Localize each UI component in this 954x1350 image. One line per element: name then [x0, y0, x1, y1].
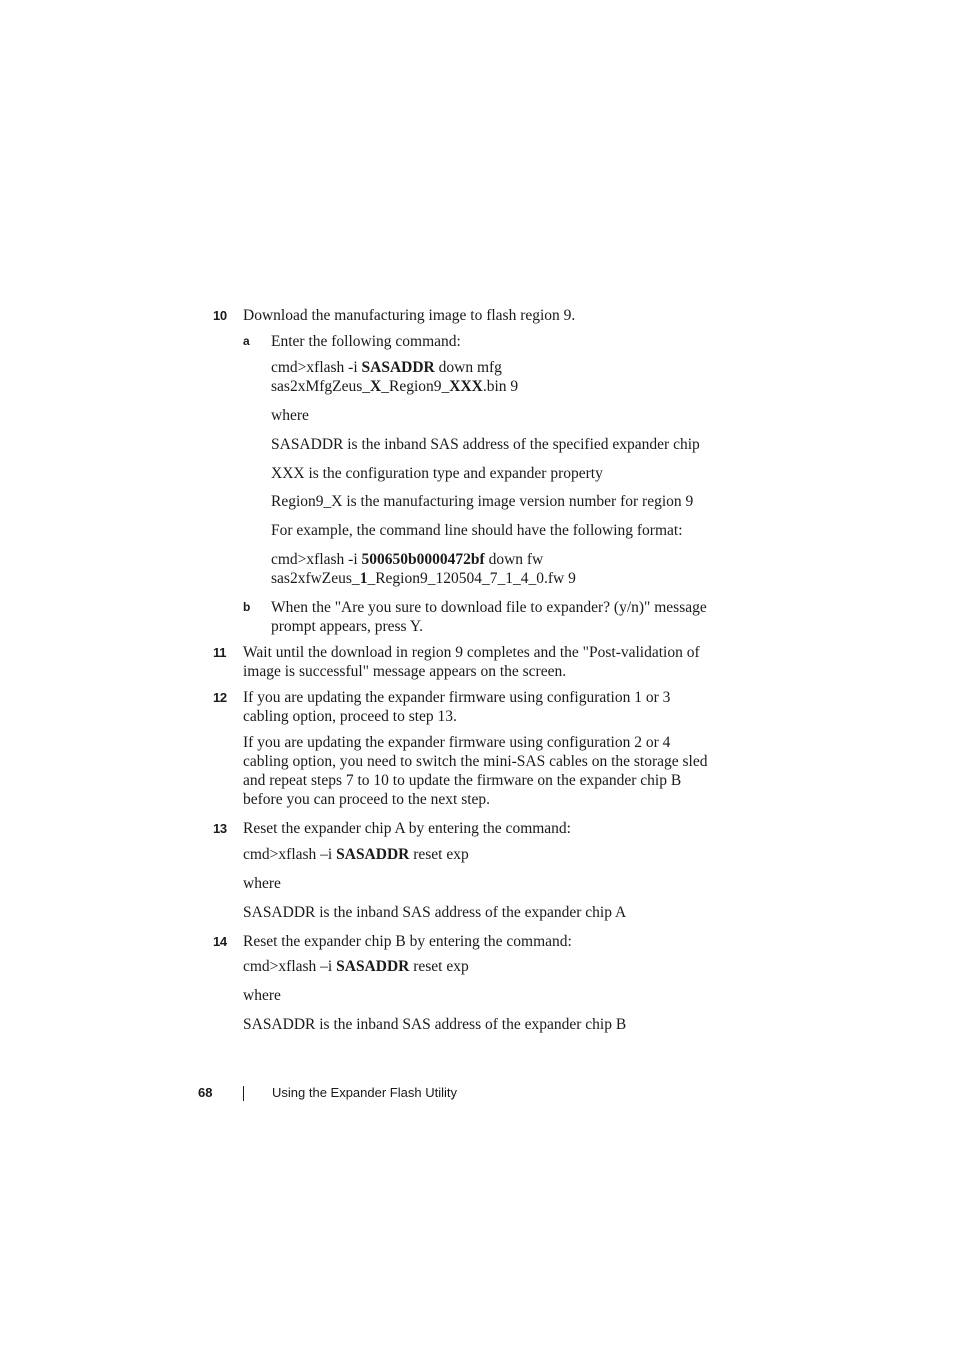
step-text: image is successful" message appears on the screen.	[243, 663, 567, 680]
step-text: Download the manufacturing image to flash region 9.	[243, 307, 576, 324]
example-command-line: sas2xfwZeus_1_Region9_120504_7_1_4_0.fw 9	[271, 570, 576, 587]
paragraph: If you are updating the expander firmware using configuration 2 or 4	[243, 734, 671, 751]
definition: SASADDR is the inband SAS address of the expander chip B	[243, 1016, 627, 1033]
step-text: cabling option, proceed to step 13.	[243, 708, 457, 725]
command-line: sas2xMfgZeus_X_Region9_XXX.bin 9	[271, 378, 519, 395]
substep-text: prompt appears, press Y.	[271, 618, 423, 635]
where-label: where	[243, 875, 281, 892]
command-line: cmd>xflash –i SASADDR reset exp	[243, 958, 469, 975]
where-label: where	[243, 987, 281, 1004]
step-number: 13	[213, 821, 227, 836]
page-number: 68	[198, 1085, 213, 1100]
substep-text: Enter the following command:	[271, 333, 461, 350]
step-text: Reset the expander chip A by entering the command:	[243, 820, 571, 837]
command-line: cmd>xflash –i SASADDR reset exp	[243, 846, 469, 863]
step-text: Wait until the download in region 9 completes and the "Post-validation of	[243, 644, 700, 661]
definition: XXX is the configuration type and expander property	[271, 465, 603, 482]
paragraph: and repeat steps 7 to 10 to update the firmware on the expander chip B	[243, 772, 682, 789]
step-number: 12	[213, 690, 227, 705]
substep-label: b	[243, 600, 251, 614]
step-text: Reset the expander chip B by entering the command:	[243, 933, 572, 950]
step-number: 14	[213, 934, 227, 949]
where-label: where	[271, 407, 309, 424]
example-command-line: cmd>xflash -i 500650b0000472bf down fw	[271, 551, 544, 568]
paragraph: before you can proceed to the next step.	[243, 791, 491, 808]
footer-section-title: Using the Expander Flash Utility	[272, 1085, 457, 1100]
step-number: 10	[213, 308, 227, 323]
definition: SASADDR is the inband SAS address of the specified expander chip	[271, 436, 700, 453]
definition: Region9_X is the manufacturing image version number for region 9	[271, 493, 694, 510]
step-text: If you are updating the expander firmware using configuration 1 or 3	[243, 689, 671, 706]
footer-divider	[243, 1086, 244, 1101]
example-intro: For example, the command line should have the following format:	[271, 522, 683, 539]
step-number: 11	[213, 645, 227, 660]
paragraph: cabling option, you need to switch the mini-SAS cables on the storage sled	[243, 753, 708, 770]
definition: SASADDR is the inband SAS address of the expander chip A	[243, 904, 627, 921]
command-line: cmd>xflash -i SASADDR down mfg	[271, 359, 502, 376]
substep-text: When the "Are you sure to download file to expander? (y/n)" message	[271, 599, 707, 616]
substep-label: a	[243, 334, 250, 348]
